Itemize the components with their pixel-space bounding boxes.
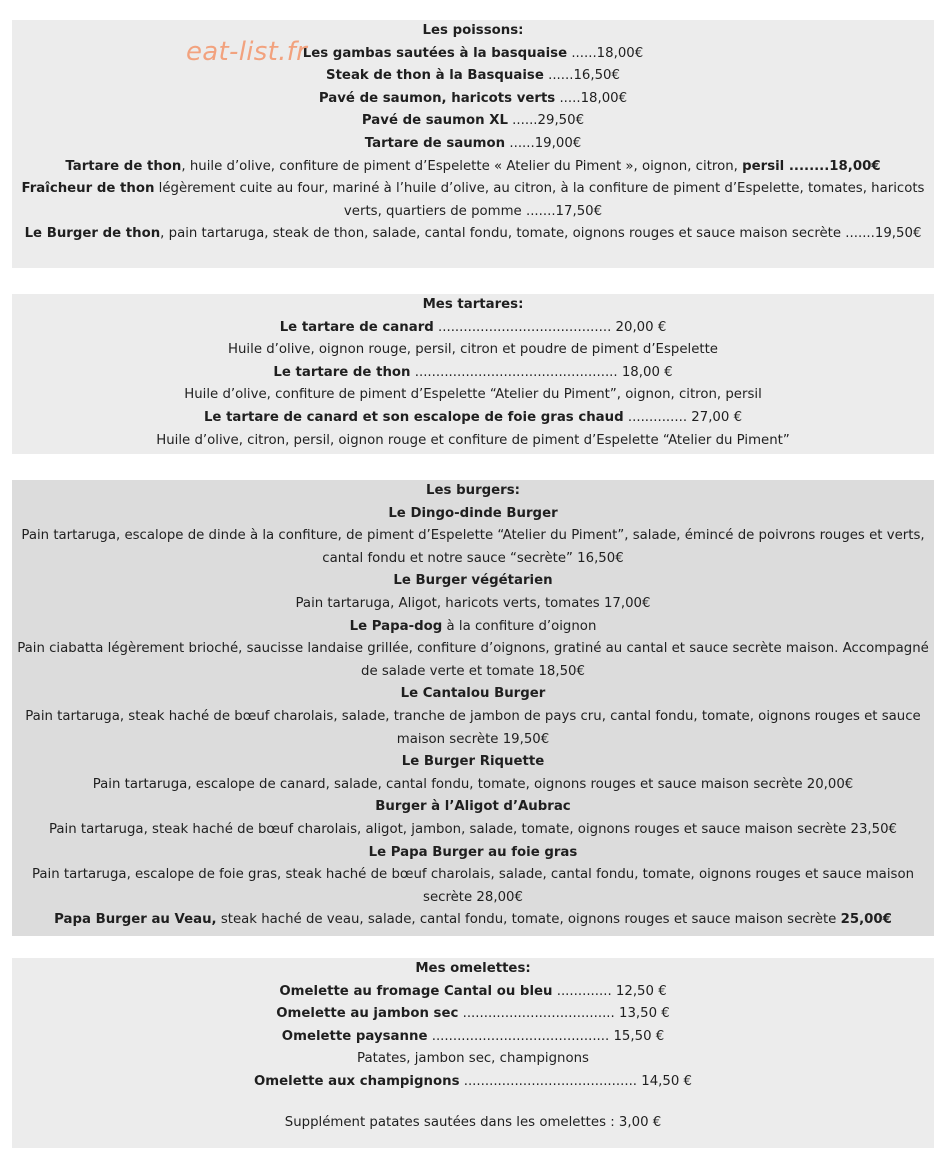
menu-item bbox=[12, 88, 934, 111]
item-name: Steak de thon à la Basquaise bbox=[326, 68, 544, 84]
section-title: Les burgers: bbox=[426, 483, 520, 498]
item-name: Tartare de thon bbox=[65, 158, 182, 174]
item-description: Pain tartaruga, Aligot, haricots verts, tomates 17,00€ bbox=[295, 595, 651, 611]
menu-item bbox=[12, 362, 934, 385]
item-price: ......29,50€ bbox=[507, 113, 585, 129]
menu-item bbox=[12, 156, 934, 179]
item-name: Omelette aux champignons bbox=[253, 1073, 460, 1089]
item-price: ......................................... 14,50 € bbox=[459, 1073, 693, 1089]
item-name: Le tartare de canard et son escalope de foie gras chaud bbox=[203, 409, 624, 425]
spacer bbox=[12, 1094, 934, 1112]
item-name: Le Papa Burger au foie gras bbox=[368, 844, 578, 860]
item-name: Le tartare de canard bbox=[279, 319, 434, 335]
item-price: .....18,00€ bbox=[555, 90, 628, 106]
item-description: , pain tartaruga, steak de thon, salade, cantal fondu, tomate, oignons rouges et sauce maison secrète .......19,50€ bbox=[160, 226, 922, 242]
menu-item bbox=[12, 1003, 934, 1026]
item-price: ......................................... 20,00 € bbox=[433, 319, 667, 335]
watermark-logo: eat-list.fr bbox=[186, 37, 308, 67]
menu-item bbox=[12, 317, 934, 340]
item-name: Les gambas sautées à la basquaise bbox=[302, 45, 568, 61]
menu-item bbox=[12, 981, 934, 1004]
item-description: Pain tartaruga, steak haché de bœuf charolais, aligot, jambon, salade, tomate, oignons rouges et sauce maison secrète 23,50€ bbox=[48, 821, 898, 837]
item-description: steak haché de veau, salade, cantal fondu, tomate, oignons rouges et sauce maison secrète bbox=[216, 912, 841, 928]
item-name: Papa Burger au Veau, bbox=[54, 912, 217, 928]
item-price: .......................................... 15,50 € bbox=[427, 1028, 665, 1044]
menu-item bbox=[12, 909, 934, 932]
menu-item bbox=[12, 223, 934, 246]
item-name: Le Papa-dog bbox=[349, 618, 443, 634]
item-price: ......16,50€ bbox=[543, 68, 620, 84]
menu-item bbox=[12, 133, 934, 156]
item-description: Pain tartaruga, escalope de foie gras, steak haché de bœuf charolais, salade, cantal fondu, tomate, oignons rouges et sauce maison secrète 28,00€ bbox=[31, 867, 915, 905]
item-price: ......19,00€ bbox=[505, 135, 582, 151]
item-description: légèrement cuite au four, mariné à l’huile d’olive, au citron, à la confiture de piment d’Espelette, tomates, haricots verts, quartiers de pomme .......17,50€ bbox=[154, 181, 925, 219]
menu-item bbox=[12, 1026, 934, 1049]
item-description: , huile d’olive, confiture de piment d’Espelette « Atelier du Piment », oignon, citron, bbox=[181, 158, 743, 174]
item-description: Huile d’olive, oignon rouge, persil, citron et poudre de piment d’Espelette bbox=[228, 342, 718, 358]
item-description: Huile d’olive, citron, persil, oignon rouge et confiture de piment d’Espelette “Atelier du Piment” bbox=[156, 432, 790, 448]
item-description: Pain tartaruga, steak haché de bœuf charolais, salade, tranche de jambon de pays cru, cantal fondu, tomate, oignons rouges et sauce maison secrète 19,50€ bbox=[25, 708, 921, 747]
item-price: 25,00€ bbox=[840, 912, 892, 928]
section-omelettes bbox=[12, 958, 934, 1148]
menu-item bbox=[12, 407, 934, 430]
menu-item bbox=[12, 110, 934, 133]
menu-item bbox=[12, 43, 934, 66]
supplement-note: Supplément patates sautées dans les omelettes : 3,00 € bbox=[284, 1114, 662, 1130]
menu-item bbox=[12, 1071, 934, 1094]
item-name-suffix: à la confiture d’oignon bbox=[442, 618, 597, 634]
item-name: Burger à l’Aligot d’Aubrac bbox=[375, 799, 571, 815]
section-title: Mes tartares: bbox=[422, 297, 524, 312]
item-description: Pain tartaruga, escalope de dinde à la confiture, de piment d’Espelette “Atelier du Piment”, salade, émincé de poivrons rouges et verts, cantal fondu et notre sauce “secrète” 16,50€ bbox=[21, 528, 925, 566]
item-name: Pavé de saumon XL bbox=[361, 113, 508, 129]
item-price: ......18,00€ bbox=[567, 45, 644, 61]
menu-item bbox=[12, 65, 934, 88]
menu-item bbox=[12, 616, 934, 639]
item-name: Fraîcheur de thon bbox=[21, 181, 155, 197]
section-title: Mes omelettes: bbox=[415, 961, 531, 976]
item-name: Omelette paysanne bbox=[281, 1028, 428, 1044]
item-name: Tartare de saumon bbox=[364, 135, 506, 151]
section-title: Les poissons: bbox=[422, 23, 524, 38]
item-name: Le Dingo-dinde Burger bbox=[388, 505, 558, 521]
item-name: Le Cantalou Burger bbox=[400, 686, 546, 702]
item-description: Huile d’olive, confiture de piment d’Espelette “Atelier du Piment”, oignon, citron, persil bbox=[184, 387, 762, 403]
item-name: Pavé de saumon, haricots verts bbox=[318, 90, 556, 106]
item-name: Omelette au fromage Cantal ou bleu bbox=[279, 983, 553, 999]
item-price: ............. 12,50 € bbox=[552, 983, 667, 999]
item-price: .................................... 13,50 € bbox=[458, 1006, 670, 1022]
item-description: Pain ciabatta légèrement brioché, saucisse landaise grillée, confiture d’oignons, gratiné au cantal et sauce secrète maison. Accompagné de salade verte et tomate 18,50€ bbox=[17, 641, 929, 679]
menu-item bbox=[12, 178, 934, 223]
item-name: Omelette au jambon sec bbox=[276, 1006, 459, 1022]
item-name: Le Burger de thon bbox=[24, 226, 161, 242]
item-description: Patates, jambon sec, champignons bbox=[357, 1051, 589, 1067]
item-description: Pain tartaruga, escalope de canard, salade, cantal fondu, tomate, oignons rouges et sauce maison secrète 20,00€ bbox=[92, 776, 854, 792]
item-name: Le tartare de thon bbox=[273, 364, 411, 380]
item-name: Le Burger Riquette bbox=[401, 754, 545, 770]
item-name: Le Burger végétarien bbox=[393, 573, 553, 589]
section-burgers bbox=[12, 480, 934, 936]
section-tartares bbox=[12, 294, 934, 454]
item-price: ................................................ 18,00 € bbox=[410, 364, 673, 380]
item-price: persil ........18,00€ bbox=[742, 158, 881, 174]
item-price: .............. 27,00 € bbox=[623, 409, 743, 425]
section-poissons bbox=[12, 20, 934, 268]
